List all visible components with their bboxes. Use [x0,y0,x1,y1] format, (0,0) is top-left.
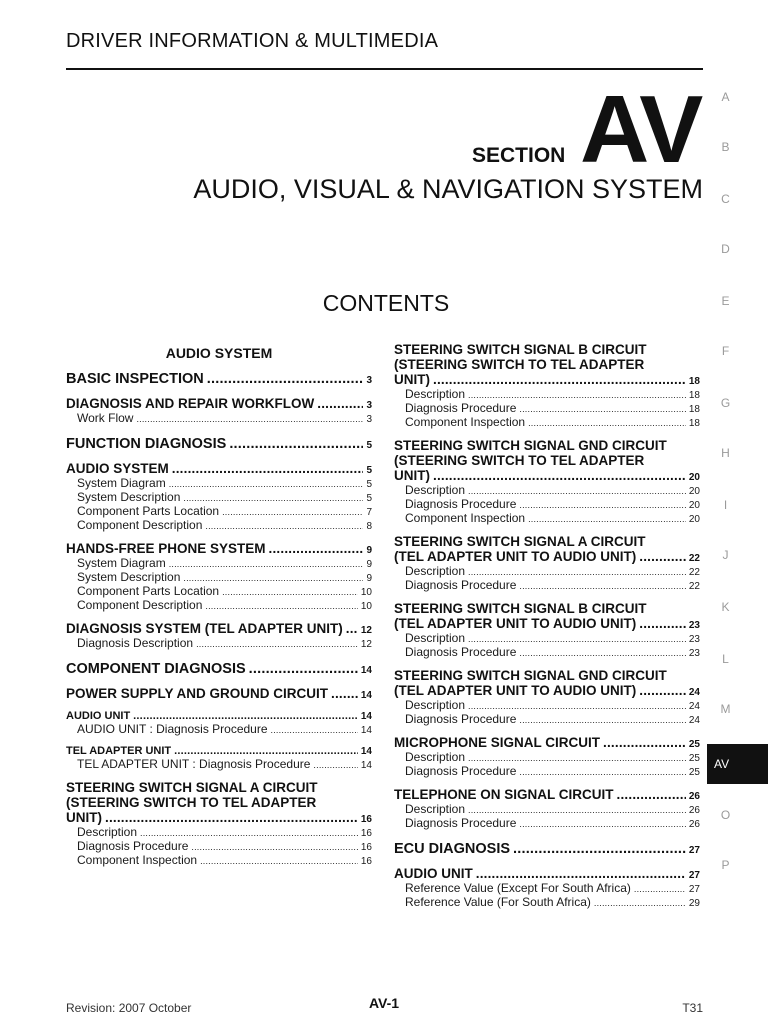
toc-page-number: 24 [688,715,700,726]
toc-dot-leader [639,616,686,631]
toc-dot-leader [594,895,686,909]
toc-entry-title: (TEL ADAPTER UNIT TO AUDIO UNIT) [394,683,637,698]
toc-entry[interactable] [394,683,700,698]
section-code: AV [580,76,701,183]
toc-entry-title: Diagnosis Procedure [405,645,517,659]
toc-subentry[interactable] [394,698,700,712]
toc-dot-leader [468,750,686,764]
toc-heading-line: (STEERING SWITCH TO TEL ADAPTER [66,795,317,810]
toc-page-number: 10 [360,601,372,612]
toc-dot-leader [639,683,686,698]
toc-entry-title: Description [405,483,466,497]
toc-entry[interactable] [66,810,372,825]
toc-page-number: 16 [360,814,372,825]
contents-title: CONTENTS [322,290,450,316]
toc-page-number: 14 [360,711,372,722]
toc-left-column [66,342,372,867]
toc-page-number: 5 [366,493,372,504]
toc-entry-title: BASIC INSPECTION [66,371,204,387]
toc-entry-title: Description [405,698,466,712]
side-index-letter: L [722,652,729,666]
toc-subentry[interactable] [66,411,372,425]
toc-dot-leader [183,490,363,504]
toc-entry-title: Component Inspection [77,853,198,867]
side-index-letter: E [721,294,730,308]
toc-dot-leader [105,810,358,825]
toc-subentry[interactable] [394,645,700,659]
toc-page-number: 27 [688,845,700,856]
toc-page-number: 23 [688,620,700,631]
toc-dot-leader [528,511,686,525]
toc-entry-title: Component Description [77,518,203,532]
side-index-letter: P [721,858,730,872]
toc-dot-leader [205,518,363,532]
toc-page-number: 9 [366,559,372,570]
toc-dot-leader [317,396,363,411]
toc-subentry[interactable] [66,504,372,518]
toc-subentry[interactable] [394,401,700,415]
toc-entry-title: Description [405,387,466,401]
toc-dot-leader [476,866,686,881]
toc-entry-title: POWER SUPPLY AND GROUND CIRCUIT [66,686,329,701]
toc-subentry[interactable] [66,757,372,771]
toc-subentry[interactable] [66,518,372,532]
toc-entry-title: Description [405,564,466,578]
toc-entry-title: AUDIO UNIT [66,710,131,722]
toc-entry-title: DIAGNOSIS SYSTEM (TEL ADAPTER UNIT) [66,621,343,636]
toc-entry-title: AUDIO UNIT : Diagnosis Procedure [77,722,268,736]
toc-page-number: 14 [360,746,372,757]
toc-page-number: 14 [360,690,372,701]
toc-subentry[interactable] [66,825,372,839]
toc-entry-title: Component Inspection [405,511,526,525]
toc-dot-leader [513,841,686,857]
toc-page-number: 20 [688,486,700,497]
toc-heading-line: STEERING SWITCH SIGNAL A CIRCUIT [394,534,646,549]
toc-entry-title: UNIT) [394,468,430,483]
toc-entry-title: Description [405,631,466,645]
side-index-letter: AV [707,744,768,784]
toc-heading-line: STEERING SWITCH SIGNAL GND CIRCUIT [394,438,667,453]
toc-entry-title: MICROPHONE SIGNAL CIRCUIT [394,735,601,750]
toc-subentry[interactable] [394,564,700,578]
side-index-letter: J [722,548,729,562]
toc-page-number: 18 [688,418,700,429]
toc-entry[interactable] [394,841,700,857]
toc-entry-title: Diagnosis Procedure [405,816,517,830]
toc-subentry[interactable] [66,490,372,504]
toc-heading-line: STEERING SWITCH SIGNAL B CIRCUIT [394,601,647,616]
toc-dot-leader [468,802,686,816]
toc-entry-title: (TEL ADAPTER UNIT TO AUDIO UNIT) [394,616,637,631]
toc-dot-leader [346,621,358,636]
toc-entry-title: TEL ADAPTER UNIT [66,745,172,757]
toc-page-number: 20 [688,472,700,483]
toc-page-number: 10 [360,587,372,598]
toc-entry[interactable] [66,710,372,722]
toc-entry[interactable] [66,461,372,476]
toc-entry-title: HANDS-FREE PHONE SYSTEM [66,541,266,556]
toc-page-number: 14 [360,760,372,771]
toc-entry[interactable] [66,541,372,556]
toc-heading-line: STEERING SWITCH SIGNAL A CIRCUIT [66,780,318,795]
toc-page-number: 3 [366,375,372,386]
footer-model: T31 [682,1001,703,1015]
toc-subentry[interactable] [394,881,700,895]
toc-subentry[interactable] [394,802,700,816]
toc-page-number: 5 [366,440,372,451]
toc-entry-title: TELEPHONE ON SIGNAL CIRCUIT [394,787,614,802]
toc-page-number: 29 [688,898,700,909]
toc-dot-leader [200,853,358,867]
toc-dot-leader [196,636,358,650]
page-header-title: DRIVER INFORMATION & MULTIMEDIA [66,30,439,52]
toc-subentry[interactable] [394,387,700,401]
toc-page-number: 20 [688,514,700,525]
toc-entry[interactable] [394,735,700,750]
toc-subentry[interactable] [394,497,700,511]
toc-entry[interactable] [394,866,700,881]
toc-entry-title: Description [77,825,138,839]
toc-dot-leader [183,570,363,584]
toc-page-number: 18 [688,376,700,387]
toc-page-number: 26 [688,791,700,802]
toc-page-number: 18 [688,390,700,401]
toc-dot-leader [634,881,686,895]
toc-page-number: 22 [688,567,700,578]
toc-entry-title: System Description [77,570,181,584]
toc-entry-title: System Diagram [77,476,166,490]
side-index-letter: G [720,396,731,410]
toc-page-number: 25 [688,739,700,750]
toc-entry-title: System Description [77,490,181,504]
side-index-letter: K [721,600,730,614]
toc-page-number: 9 [366,545,372,556]
side-index-letter: D [721,242,730,256]
toc-dot-leader [519,816,685,830]
toc-entry-title: COMPONENT DIAGNOSIS [66,661,246,677]
toc-dot-leader [468,483,686,497]
toc-page-number: 24 [688,687,700,698]
toc-dot-leader [271,722,358,736]
group-title: AUDIO SYSTEM [165,345,273,361]
toc-dot-leader [528,415,686,429]
toc-subentry[interactable] [394,483,700,497]
toc-entry-title: (TEL ADAPTER UNIT TO AUDIO UNIT) [394,549,637,564]
toc-dot-leader [617,787,686,802]
toc-subentry[interactable] [394,511,700,525]
toc-entry-title: Diagnosis Procedure [405,712,517,726]
toc-page-number: 12 [360,625,372,636]
toc-entry-title: Diagnosis Procedure [405,764,517,778]
toc-entry-title: FUNCTION DIAGNOSIS [66,436,227,452]
toc-dot-leader [169,476,364,490]
toc-subentry[interactable] [66,598,372,612]
toc-dot-leader [229,436,363,452]
toc-subentry[interactable] [394,895,700,909]
toc-page-number: 27 [688,884,700,895]
toc-entry-title: DIAGNOSIS AND REPAIR WORKFLOW [66,396,315,411]
toc-subentry[interactable] [394,816,700,830]
toc-page-number: 3 [366,400,372,411]
toc-right-column [394,342,700,909]
toc-subentry[interactable] [394,750,700,764]
toc-page-number: 25 [688,753,700,764]
toc-page-number: 3 [366,414,372,425]
toc-subentry[interactable] [394,712,700,726]
toc-dot-leader [433,468,686,483]
toc-heading-line: STEERING SWITCH SIGNAL GND CIRCUIT [394,668,667,683]
toc-entry-title: UNIT) [66,810,102,825]
toc-page-number: 14 [360,665,372,676]
toc-subentry[interactable] [394,764,700,778]
toc-dot-leader [191,839,357,853]
toc-entry-title: Diagnosis Procedure [405,401,517,415]
toc-dot-leader [519,497,685,511]
toc-entry-title: Reference Value (For South Africa) [405,895,591,909]
toc-entry[interactable] [66,745,372,757]
section-word: SECTION [472,144,566,167]
toc-dot-leader [207,371,364,387]
toc-entry-title: Component Parts Location [77,584,220,598]
toc-entry[interactable] [394,616,700,631]
toc-entry-title: AUDIO SYSTEM [66,461,169,476]
toc-dot-leader [519,712,685,726]
toc-entry[interactable] [66,436,372,452]
toc-dot-leader [519,645,685,659]
toc-dot-leader [603,735,686,750]
toc-entry[interactable] [66,686,372,701]
toc-page-number: 12 [360,639,372,650]
toc-page-number: 16 [360,842,372,853]
side-index-letter: F [721,344,730,358]
toc-page-number: 16 [360,856,372,867]
toc-entry-title: System Diagram [77,556,166,570]
toc-dot-leader [331,686,358,701]
toc-page-number: 8 [366,521,372,532]
toc-subentry[interactable] [394,578,700,592]
toc-entry-title: Diagnosis Description [77,636,194,650]
toc-dot-leader [468,564,686,578]
toc-dot-leader [269,541,364,556]
toc-dot-leader [519,764,685,778]
toc-dot-leader [468,387,686,401]
toc-page-number: 5 [366,479,372,490]
toc-entry-title: Work Flow [77,411,134,425]
toc-dot-leader [174,745,358,757]
toc-dot-leader [222,504,363,518]
toc-entry-title: Reference Value (Except For South Africa) [405,881,631,895]
side-index-letter: A [721,90,730,104]
toc-page-number: 27 [688,870,700,881]
toc-entry-title: ECU DIAGNOSIS [394,841,511,857]
toc-page-number: 22 [688,581,700,592]
toc-dot-leader [433,372,686,387]
toc-subentry[interactable] [66,636,372,650]
side-index-letter: O [720,808,731,822]
toc-dot-leader [519,578,685,592]
toc-page-number: 7 [366,507,372,518]
toc-entry-title: AUDIO UNIT [394,866,473,881]
header-rule [66,68,703,70]
toc-entry[interactable] [394,372,700,387]
toc-subentry[interactable] [66,839,372,853]
toc-subentry[interactable] [66,476,372,490]
toc-subentry[interactable] [66,570,372,584]
toc-page-number: 24 [688,701,700,712]
toc-entry-title: Component Description [77,598,203,612]
toc-page-number: 5 [366,465,372,476]
toc-page-number: 14 [360,725,372,736]
toc-dot-leader [133,710,358,722]
toc-dot-leader [639,549,686,564]
toc-page-number: 20 [688,500,700,511]
toc-page-number: 18 [688,404,700,415]
toc-page-number: 16 [360,828,372,839]
toc-dot-leader [313,757,357,771]
toc-entry-title: Component Parts Location [77,504,220,518]
toc-page-number: 22 [688,553,700,564]
toc-entry-title: Diagnosis Procedure [77,839,189,853]
toc-entry-title: Description [405,802,466,816]
toc-entry[interactable] [394,787,700,802]
toc-entry-title: UNIT) [394,372,430,387]
toc-page-number: 23 [688,634,700,645]
section-title: AUDIO, VISUAL & NAVIGATION SYSTEM [193,174,703,204]
side-index-letter: C [721,192,730,206]
toc-dot-leader [140,825,358,839]
toc-page-number: 26 [688,819,700,830]
toc-entry-title: Component Inspection [405,415,526,429]
toc-subentry[interactable] [66,556,372,570]
toc-entry-title: Description [405,750,466,764]
toc-page-number: 23 [688,648,700,659]
footer-revision: Revision: 2007 October [66,1001,192,1015]
toc-entry[interactable] [66,371,372,387]
side-index-letter: I [723,498,728,512]
toc-dot-leader [169,556,364,570]
toc-entry[interactable] [66,661,372,677]
toc-dot-leader [136,411,363,425]
toc-dot-leader [468,631,686,645]
toc-page-number: 9 [366,573,372,584]
toc-subentry[interactable] [66,722,372,736]
toc-subentry[interactable] [394,415,700,429]
toc-page-number: 26 [688,805,700,816]
toc-entry[interactable] [394,549,700,564]
toc-dot-leader [172,461,364,476]
side-index-letter: H [721,446,730,460]
toc-subentry[interactable] [394,631,700,645]
toc-entry[interactable] [66,396,372,411]
toc-entry-title: Diagnosis Procedure [405,497,517,511]
side-index-letter: B [721,140,730,154]
footer-page-number: AV-1 [368,995,400,1011]
toc-heading-line: (STEERING SWITCH TO TEL ADAPTER [394,453,645,468]
toc-entry-title: Diagnosis Procedure [405,578,517,592]
toc-entry[interactable] [394,468,700,483]
toc-page-number: 25 [688,767,700,778]
toc-subentry[interactable] [66,853,372,867]
toc-subentry[interactable] [66,584,372,598]
side-index-letter: M [720,702,731,716]
toc-heading-line: STEERING SWITCH SIGNAL B CIRCUIT [394,342,647,357]
toc-dot-leader [222,584,358,598]
toc-dot-leader [519,401,685,415]
toc-dot-leader [468,698,686,712]
toc-entry-title: TEL ADAPTER UNIT : Diagnosis Procedure [77,757,311,771]
toc-heading-line: (STEERING SWITCH TO TEL ADAPTER [394,357,645,372]
toc-entry[interactable] [66,621,372,636]
toc-dot-leader [205,598,357,612]
toc-dot-leader [249,661,358,677]
